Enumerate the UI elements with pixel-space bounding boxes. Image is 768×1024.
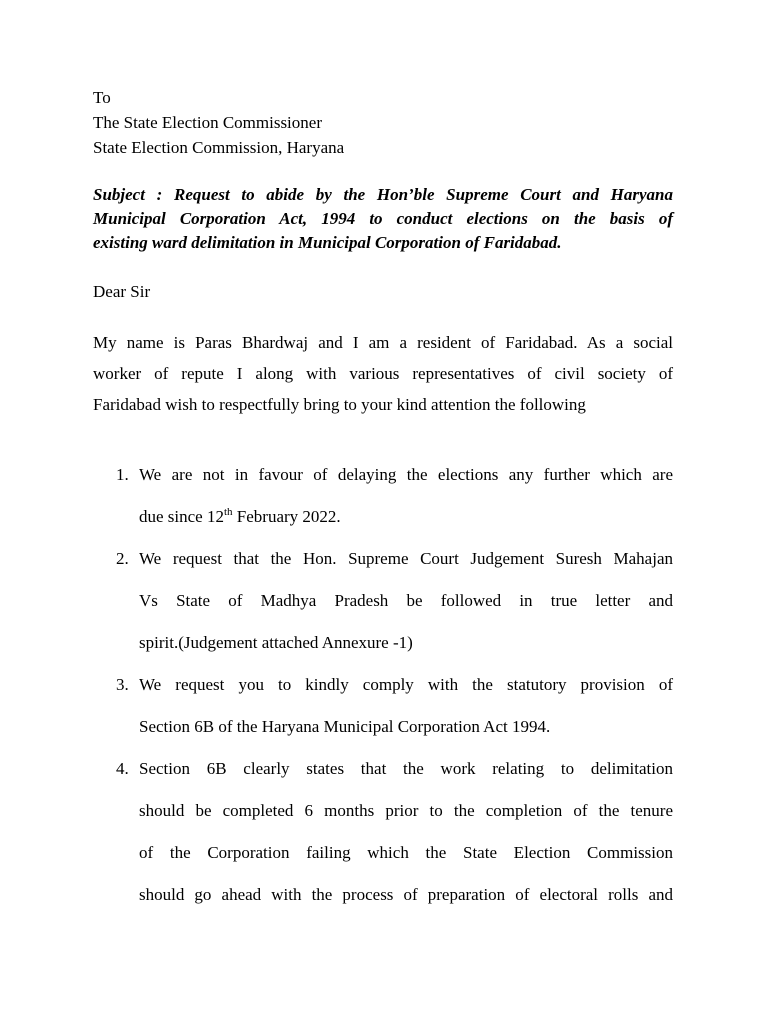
ordinal-suffix: th — [223, 506, 233, 518]
list-item-line: should be completed 6 months prior to the completion of the tenure — [139, 801, 673, 820]
list-item-line: Section 6B clearly states that the work relating to delimitation — [139, 759, 673, 778]
date-text-rest: February 2022. — [232, 507, 341, 526]
list-number: 1. — [116, 465, 129, 484]
list-item-1 — [93, 454, 673, 538]
list-item-line: Section 6B of the Haryana Municipal Corporation Act 1994. — [139, 717, 551, 736]
list-item-3 — [93, 664, 673, 748]
address-to: To — [93, 88, 111, 107]
list-number: 2. — [116, 549, 129, 568]
list-item-line: We request you to kindly comply with the statutory provision of — [139, 675, 673, 694]
list-number: 3. — [116, 675, 129, 694]
intro-line: worker of repute I along with various representatives of civil society of — [93, 364, 673, 383]
date-text: due since 12 — [139, 507, 224, 526]
list-item-line: We request that the Hon. Supreme Court Judgement Suresh Mahajan — [139, 549, 673, 568]
address-recipient: The State Election Commissioner — [93, 113, 322, 132]
list-item-line — [139, 496, 673, 538]
list-item-line: spirit.(Judgement attached Annexure -1) — [139, 633, 413, 652]
list-item-line: should go ahead with the process of preparation of electoral rolls and — [139, 885, 673, 904]
intro-line: My name is Paras Bhardwaj and I am a resident of Faridabad. As a social — [93, 333, 673, 352]
list-number: 4. — [116, 759, 129, 778]
list-item-line: Vs State of Madhya Pradesh be followed in true letter and — [139, 591, 673, 610]
list-item-line: of the Corporation failing which the State Election Commission — [139, 843, 673, 862]
subject-line: Subject : Request to abide by the Hon’ble Supreme Court and Haryana — [93, 185, 673, 204]
subject-line: existing ward delimitation in Municipal Corporation of Faridabad. — [93, 233, 562, 252]
salutation: Dear Sir — [93, 282, 151, 301]
intro-line: Faridabad wish to respectfully bring to your kind attention the following — [93, 395, 586, 414]
list-item-4 — [93, 748, 673, 916]
subject-line: Municipal Corporation Act, 1994 to conduct elections on the basis of — [93, 209, 673, 228]
list-item-line: We are not in favour of delaying the elections any further which are — [139, 465, 673, 484]
intro-paragraph — [93, 327, 673, 420]
subject-block — [93, 183, 673, 255]
address-office: State Election Commission, Haryana — [93, 138, 345, 157]
list-item-2 — [93, 538, 673, 664]
